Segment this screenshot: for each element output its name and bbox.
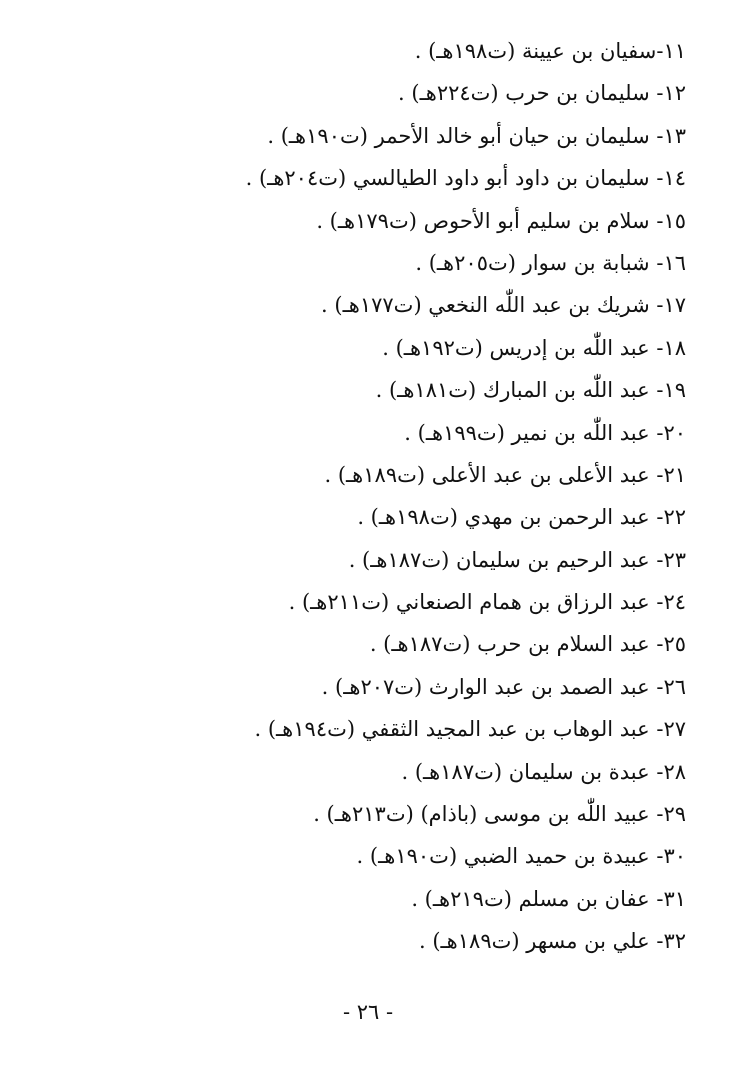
list-item: ١٢- سليمان بن حرب (ت٢٢٤هـ) . bbox=[398, 81, 686, 106]
list-item: ٢٨- عبدة بن سليمان (ت١٨٧هـ) . bbox=[401, 759, 686, 784]
list-item: ٢٢- عبد الرحمن بن مهدي (ت١٩٨هـ) . bbox=[357, 505, 686, 530]
list-item: ٣١- عفان بن مسلم (ت٢١٩هـ) . bbox=[411, 886, 686, 911]
list-item: ١٤- سليمان بن داود أبو داود الطيالسي (ت٢٠٤هـ) . bbox=[245, 166, 686, 191]
list-item: ٢٦- عبد الصمد بن عبد الوارث (ت٢٠٧هـ) . bbox=[321, 674, 686, 699]
list-item: ٢٤- عبد الرزاق بن همام الصنعاني (ت٢١١هـ) . bbox=[288, 590, 686, 615]
list-item: ٣٢- علي بن مسهر (ت١٨٩هـ) . bbox=[418, 929, 686, 954]
list-item: ١٨- عبد اللّٰه بن إدريس (ت١٩٢هـ) . bbox=[382, 335, 686, 360]
list-item: ٢٠- عبد اللّٰه بن نمير (ت١٩٩هـ) . bbox=[404, 420, 686, 445]
list-item: ٢٧- عبد الوهاب بن عبد المجيد الثقفي (ت١٩٤هـ) . bbox=[254, 717, 686, 742]
list-item: ١٥- سلام بن سليم أبو الأحوص (ت١٧٩هـ) . bbox=[316, 208, 686, 233]
narrator-list bbox=[46, 30, 686, 963]
list-item: ٢٣- عبد الرحيم بن سليمان (ت١٨٧هـ) . bbox=[348, 547, 686, 572]
list-item: ١٧- شريك بن عبد اللّٰه النخعي (ت١٧٧هـ) . bbox=[321, 293, 686, 318]
list-item: ١٦- شبابة بن سوار (ت٢٠٥هـ) . bbox=[415, 250, 686, 275]
list-item: ٢١- عبد الأعلى بن عبد الأعلى (ت١٨٩هـ) . bbox=[324, 462, 686, 487]
list-item: ٣٠- عبيدة بن حميد الضبي (ت١٩٠هـ) . bbox=[356, 844, 686, 869]
list-item: ١١-سفيان بن عيينة (ت١٩٨هـ) . bbox=[414, 39, 686, 63]
list-item: ٢٥- عبد السلام بن حرب (ت١٨٧هـ) . bbox=[369, 632, 686, 657]
page-number: - ٢٦ - bbox=[342, 1000, 394, 1024]
list-item: ١٣- سليمان بن حيان أبو خالد الأحمر (ت١٩٠هـ) . bbox=[267, 123, 686, 148]
list-item: ١٩- عبد اللّٰه بن المبارك (ت١٨١هـ) . bbox=[375, 378, 686, 403]
list-item: ٢٩- عبيد اللّٰه بن موسى (باذام) (ت٢١٣هـ) . bbox=[313, 802, 686, 827]
